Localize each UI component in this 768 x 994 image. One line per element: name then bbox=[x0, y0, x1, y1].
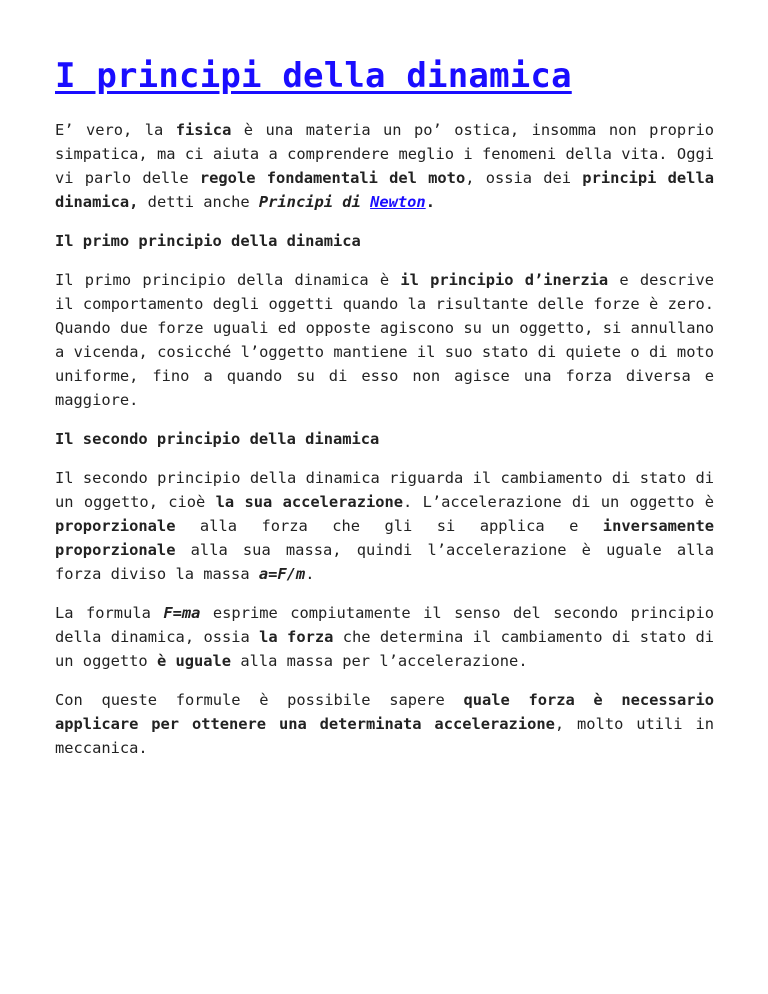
secondo-paragraph-3 bbox=[55, 688, 714, 760]
final-text-2: , molto utili in meccanica. bbox=[55, 715, 714, 757]
secondo-paragraph-2 bbox=[55, 601, 714, 673]
intro-text-1: E’ vero, la bbox=[55, 121, 176, 139]
secondo-bold-proporzionale: proporzionale bbox=[55, 517, 176, 535]
intro-bold-principi: principi della dinamica, bbox=[55, 169, 714, 211]
formula-f-ma: F=ma bbox=[163, 604, 201, 622]
secondo-text-3: alla forza che gli si applica e bbox=[175, 517, 603, 535]
primo-text-2: e descrive il comportamento degli oggetti quando la risultante delle forze è zero. Quando due forze uguali ed opposte agiscono su un oggetto, si annullano a vicenda, cosicché l’oggetto mantiene il suo stato di quiete o di moto uniforme, fino a quando su di esso non agisce una forza diversa e maggiore. bbox=[55, 271, 714, 409]
final-bold-forza-necessaria: quale forza è necessario applicare per ottenere una determinata accelerazione bbox=[55, 691, 715, 733]
secondo-text-4: alla sua massa, quindi l’accelerazione è uguale alla forza diviso la massa bbox=[55, 541, 714, 583]
secondo-text-1: Il secondo principio della dinamica riguarda il cambiamento di stato di un oggetto, cioè bbox=[55, 469, 714, 511]
formula-text-3: che determina il cambiamento di stato di un oggetto bbox=[55, 628, 714, 670]
section-heading-primo: Il primo principio della dinamica bbox=[55, 232, 361, 250]
formula-text-2: esprime compiutamente il senso del secondo principio della dinamica, ossia bbox=[55, 604, 714, 646]
intro-text-4: detti anche bbox=[138, 193, 259, 211]
intro-bold-fisica: fisica bbox=[175, 121, 232, 139]
intro-bold-regole: regole fondamentali del moto bbox=[199, 169, 466, 187]
intro-bold-italic-principi-di: Principi di bbox=[258, 193, 371, 211]
formula-bold-uguale: è uguale bbox=[156, 652, 232, 670]
intro-text-2: è una materia un po’ ostica, insomma non proprio simpatica, ma ci aiuta a comprendere meglio i fenomeni della vita. Oggi vi parlo delle bbox=[55, 121, 714, 187]
page-title bbox=[55, 52, 714, 100]
primo-bold-inerzia: il principio d’inerzia bbox=[400, 271, 609, 289]
section-heading-secondo: Il secondo principio della dinamica bbox=[55, 430, 380, 448]
formula-a-f-m: a=F/m bbox=[258, 565, 306, 583]
secondo-paragraph-1 bbox=[55, 466, 714, 586]
intro-paragraph bbox=[55, 118, 714, 214]
formula-text-4: alla massa per l’accelerazione. bbox=[231, 652, 528, 670]
formula-bold-la-forza: la forza bbox=[259, 628, 334, 646]
primo-paragraph bbox=[55, 268, 714, 412]
secondo-bold-inversamente: inversamente proporzionale bbox=[55, 517, 714, 559]
primo-text-1: Il primo principio della dinamica è bbox=[55, 271, 401, 289]
document-page bbox=[55, 0, 714, 760]
secondo-text-2: . L’accelerazione di un oggetto è bbox=[403, 493, 715, 511]
intro-period: . bbox=[425, 193, 435, 211]
formula-text-1: La formula bbox=[55, 604, 164, 622]
secondo-text-5: . bbox=[305, 565, 315, 583]
intro-text-3: , ossia dei bbox=[465, 169, 583, 187]
secondo-bold-accelerazione: la sua accelerazione bbox=[215, 493, 404, 511]
newton-link[interactable]: Newton bbox=[370, 193, 426, 211]
page-title-link[interactable]: I principi della dinamica bbox=[55, 56, 572, 96]
final-text-1: Con queste formule è possibile sapere bbox=[55, 691, 464, 709]
